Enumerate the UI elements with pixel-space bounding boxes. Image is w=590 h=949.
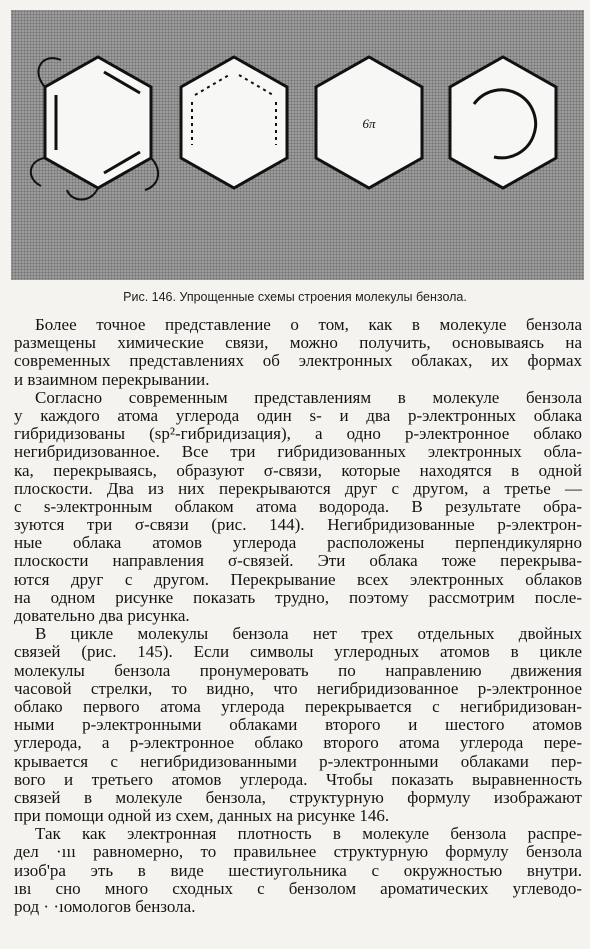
text-line: изоб'ра эть в виде шестиугольника с окружностью внутри. bbox=[14, 860, 582, 880]
text-line: крывается с негибридизованными p-электронными облаками пер- bbox=[14, 751, 582, 771]
text-line: род · ·ıомологов бензола. bbox=[14, 897, 196, 916]
benzene-hexagon-3 bbox=[316, 57, 422, 188]
body-text bbox=[14, 316, 582, 916]
text-line: часовой стрелки, то видно, что негибридизованное p-электронное bbox=[14, 678, 582, 698]
text-line: зуются три σ-связи (рис. 144). Негибридизованные p-электрон- bbox=[14, 515, 582, 535]
benzene-hexagon-4 bbox=[450, 57, 556, 188]
text-line: ıвı сно много сходных с бензолом ароматических углеводо- bbox=[14, 878, 582, 898]
text-line: довательно два рисунка. bbox=[14, 606, 190, 625]
figure-caption: Рис. 146. Упрощенные схемы строения молекулы бензола. bbox=[123, 290, 467, 304]
text-line: и взаимном перекрывании. bbox=[14, 369, 210, 389]
text-line: негибридизованное. Все три гибридизованных электронных обла- bbox=[14, 442, 582, 462]
text-line: размещены химические связи, можно получить, основываясь на bbox=[14, 333, 582, 353]
text-line: при помощи одной из схем, данных на рисунке 146. bbox=[14, 806, 390, 826]
benzene-schemes bbox=[11, 10, 584, 280]
text-line: плоскости направления σ-связей. Эти облака тоже перекрыва- bbox=[14, 551, 582, 571]
text-line: Так как электронная плотность в молекуле бензола распре- bbox=[35, 824, 582, 844]
text-line: связей в молекуле бензола, структурную формулу изображают bbox=[14, 787, 582, 807]
text-line: Более точное представление о том, как в молекуле бензола bbox=[35, 315, 582, 334]
text-line: В цикле молекулы бензола нет трех отдельных двойных bbox=[35, 624, 582, 644]
text-line: у каждого атома углерода один s- и два p-электронных облака bbox=[14, 405, 582, 425]
text-line: ные облака атомов углерода расположены перпендикулярно bbox=[14, 533, 582, 553]
text-line: вого и третьего атомов углерода. Чтобы показать выравненность bbox=[14, 769, 582, 789]
text-line: Согласно современным представлениям в молекуле бензола bbox=[35, 387, 582, 407]
six-pi-label: 6π bbox=[362, 116, 376, 131]
text-line: плоскости. Два из них перекрываются друг с другом, а третье — bbox=[14, 478, 582, 498]
text-line: ются друг с другом. Перекрывание всех электронных облаков bbox=[14, 569, 582, 589]
benzene-hexagon-2 bbox=[181, 57, 287, 188]
text-line: связей (рис. 145). Если символы углеродных атомов в цикле bbox=[14, 642, 582, 662]
text-line: с s-электронным облаком атома водорода. В результате обра- bbox=[14, 496, 582, 516]
benzene-hexagon-1 bbox=[31, 57, 158, 200]
figure-146 bbox=[11, 10, 584, 280]
text-line: современных представлениях об электронных облаках, их формах bbox=[14, 351, 582, 371]
text-line: дел ·ııı равномерно, то правильнее структурную формулу бензола bbox=[14, 842, 582, 862]
text-line: ными p-электронными облаками второго и шестого атомов bbox=[14, 715, 582, 735]
text-line: молекулы бензола пронумеровать по направлению движения bbox=[14, 660, 582, 680]
text-line: облако первого атома углерода перекрывается с негибридизован- bbox=[14, 696, 582, 716]
text-line: углерода, а p-электронное облако второго атома углерода пере- bbox=[14, 733, 582, 753]
text-line: на одном рисунке показать трудно, поэтому рассмотрим после- bbox=[14, 587, 582, 607]
text-line: гибридизованы (sp²-гибридизация), а одно p-электронное облако bbox=[14, 424, 582, 444]
text-line: ка, перекрываясь, образуют σ-связи, которые находятся в одной bbox=[14, 460, 582, 480]
